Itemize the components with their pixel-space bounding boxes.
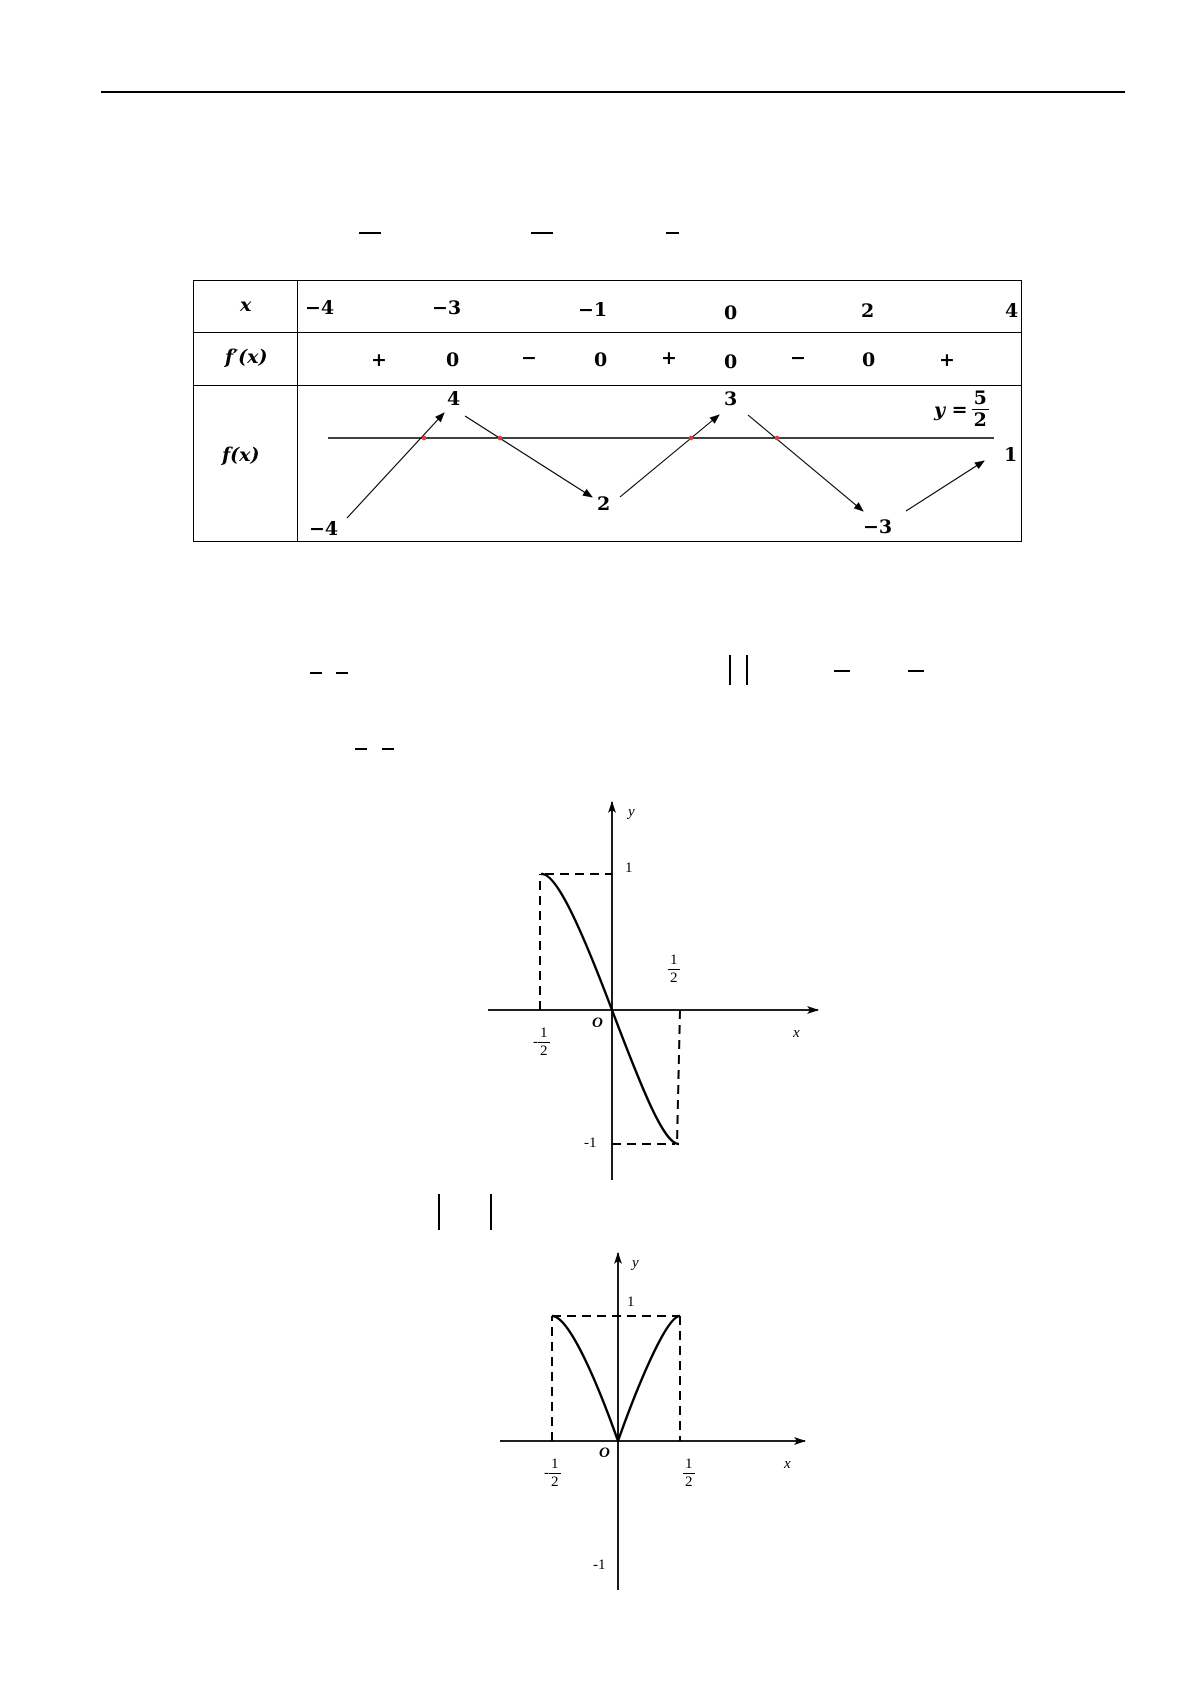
graph-2-tick-pos-half: $\frac{1}{2}$ — [685, 1456, 693, 1490]
sign-cell: − — [521, 347, 537, 369]
sign-cell: + — [661, 347, 677, 369]
graph-2-origin: O — [599, 1445, 610, 1461]
graph-1-y-label: y — [628, 804, 635, 820]
line-label-num: 5 — [973, 387, 987, 409]
f-value-start: −4 — [309, 518, 339, 540]
x-value: −3 — [432, 297, 462, 319]
graph-1-tick-neg-half: - $\frac{1}{2}$ — [533, 1025, 548, 1059]
x-value: 4 — [1005, 300, 1019, 322]
x-value: −1 — [578, 299, 608, 321]
f-value-max1: 4 — [447, 388, 461, 410]
sign-cell: − — [790, 347, 806, 369]
sign-cell: 0 — [862, 349, 876, 371]
row-label-f: f(x) — [222, 444, 260, 466]
x-value: 0 — [724, 302, 738, 324]
row-label-fprime: f′(x) — [225, 346, 268, 368]
f-value-max2: 3 — [724, 388, 738, 410]
graph-2-y-label: y — [632, 1255, 639, 1271]
f-value-min2: −3 — [863, 516, 893, 538]
graph-1-origin: O — [592, 1015, 603, 1031]
line-label-den: 2 — [973, 409, 987, 431]
sign-cell: 0 — [724, 351, 738, 373]
graph-2-tick-y-bottom: -1 — [593, 1557, 606, 1573]
graph-2-tick-y-top: 1 — [627, 1294, 635, 1310]
graph-1-x-label: x — [793, 1025, 800, 1041]
graph-1-tick-pos-half: $\frac{1}{2}$ — [670, 952, 678, 986]
line-label-lhs: y = — [934, 398, 968, 421]
graph-2-x-label: x — [784, 1456, 791, 1472]
graph-2-curve — [552, 1316, 680, 1441]
sign-cell: 0 — [594, 349, 608, 371]
x-value: −4 — [305, 297, 335, 319]
sign-cell: + — [371, 349, 387, 371]
sign-cell: 0 — [446, 349, 460, 371]
f-value-min1: 2 — [597, 493, 611, 515]
sign-cell: + — [939, 349, 955, 371]
f-value-end: 1 — [1004, 444, 1018, 466]
graph-2-tick-neg-half: - $\frac{1}{2}$ — [544, 1456, 559, 1490]
row-label-x: x — [240, 294, 252, 316]
graph-1-tick-y-bottom: -1 — [584, 1135, 597, 1151]
x-value: 2 — [861, 300, 875, 322]
graph-1-tick-y-top: 1 — [625, 860, 633, 876]
